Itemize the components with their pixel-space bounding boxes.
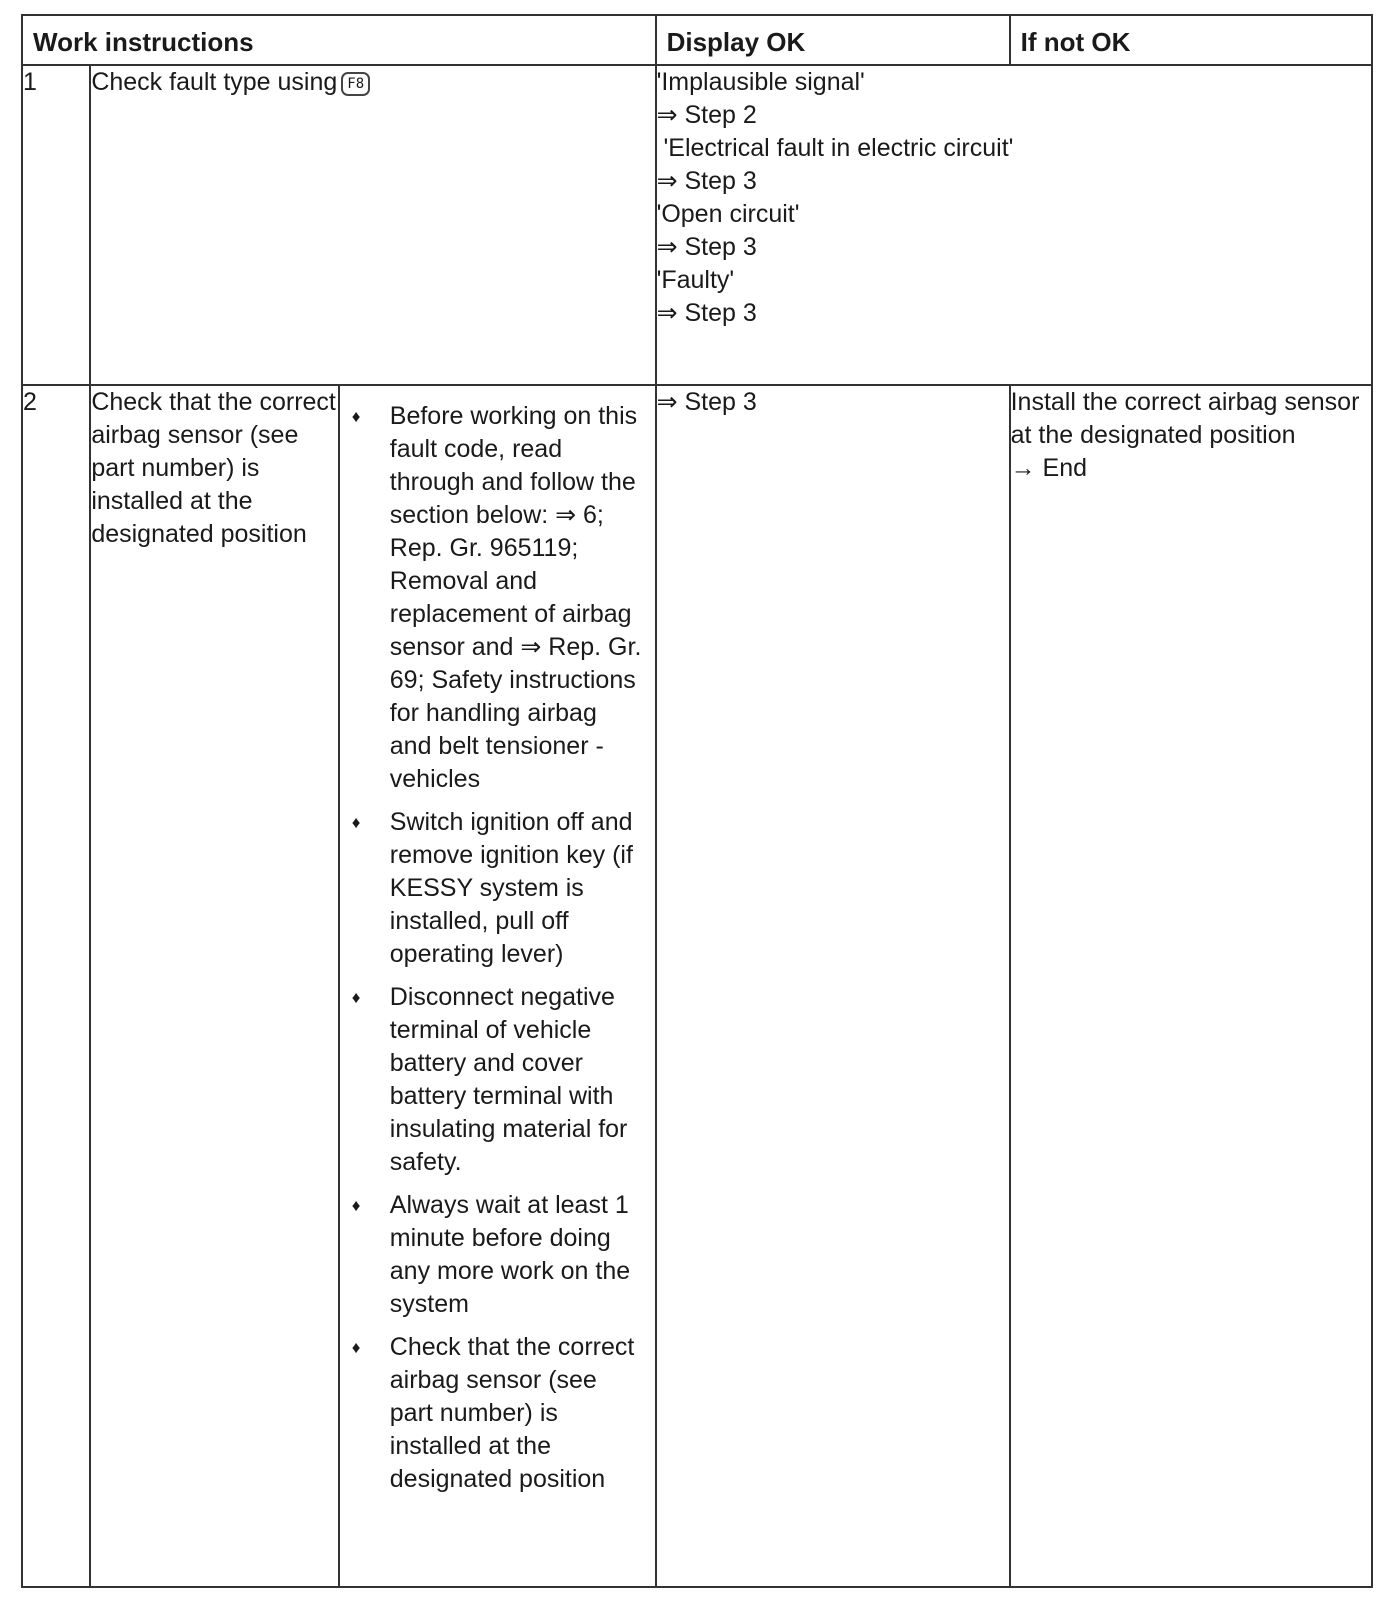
display-ok-line: ⇒ Step 3	[656, 167, 757, 195]
bullet-text: Before working on this fault code, read through and follow the section below: ⇒ 6; Rep. Gr. 965119; Removal and replacement of airbag sensor and ⇒ Rep. Gr. 69; Safety instructions for handling airbag and belt tensioner - vehicles	[389, 402, 642, 793]
table-row-step-1	[22, 65, 1372, 385]
list-item	[352, 981, 645, 1179]
diamond-bullet-icon: ♦	[351, 988, 361, 1007]
display-ok-line: 'Open circuit'	[656, 200, 800, 228]
bullet-text: Disconnect negative terminal of vehicle battery and cover battery terminal with insulating material for safety.	[389, 983, 628, 1176]
diamond-bullet-icon: ♦	[351, 813, 361, 832]
list-item	[352, 1331, 645, 1496]
bullet-text: Switch ignition off and remove ignition key (if KESSY system is installed, pull off operating lever)	[389, 808, 633, 968]
list-item	[352, 806, 645, 971]
display-ok-line: ⇒ Step 3	[656, 233, 757, 261]
step-1-instruction	[90, 65, 655, 385]
step-number: 1	[22, 65, 90, 385]
header-display-ok: Display OK	[656, 15, 1010, 65]
diamond-bullet-icon: ♦	[351, 1196, 361, 1215]
work-instructions-table	[21, 14, 1373, 1588]
f8-key-icon: F8	[341, 72, 370, 96]
display-ok-line: 'Faulty'	[656, 266, 735, 294]
bullet-text: Check that the correct airbag sensor (see part number) is installed at the designated position	[389, 1333, 635, 1493]
display-ok-line: ⇒ Step 3	[656, 299, 757, 327]
display-ok-line: 'Electrical fault in electric circuit'	[656, 134, 1014, 162]
header-if-not-ok: If not OK	[1010, 15, 1372, 65]
step-2-if-not-ok	[1010, 385, 1372, 1587]
step-1-instruction-text: Check fault type using	[91, 68, 338, 96]
step-1-display-ok	[656, 65, 1372, 385]
if-not-ok-next: → End	[1010, 454, 1088, 482]
step-2-display-ok: ⇒ Step 3	[656, 385, 1010, 1587]
step-2-bullet-list	[340, 386, 655, 1496]
header-work-instructions: Work instructions	[22, 15, 656, 65]
diamond-bullet-icon: ♦	[351, 407, 361, 426]
display-ok-line: ⇒ Step 2	[656, 101, 757, 129]
list-item	[352, 1189, 645, 1321]
if-not-ok-text: Install the correct airbag sensor at the designated position	[1010, 388, 1360, 449]
step-2-details	[339, 385, 656, 1587]
bullet-text: Always wait at least 1 minute before doing any more work on the system	[389, 1191, 631, 1318]
list-item	[352, 400, 645, 796]
diamond-bullet-icon: ♦	[351, 1338, 361, 1357]
step-number: 2	[22, 385, 90, 1587]
step-2-instruction: Check that the correct airbag sensor (see part number) is installed at the designated position	[90, 385, 338, 1587]
header-row	[22, 15, 1372, 65]
display-ok-line: 'Implausible signal'	[656, 68, 865, 96]
table-row-step-2	[22, 385, 1372, 1587]
